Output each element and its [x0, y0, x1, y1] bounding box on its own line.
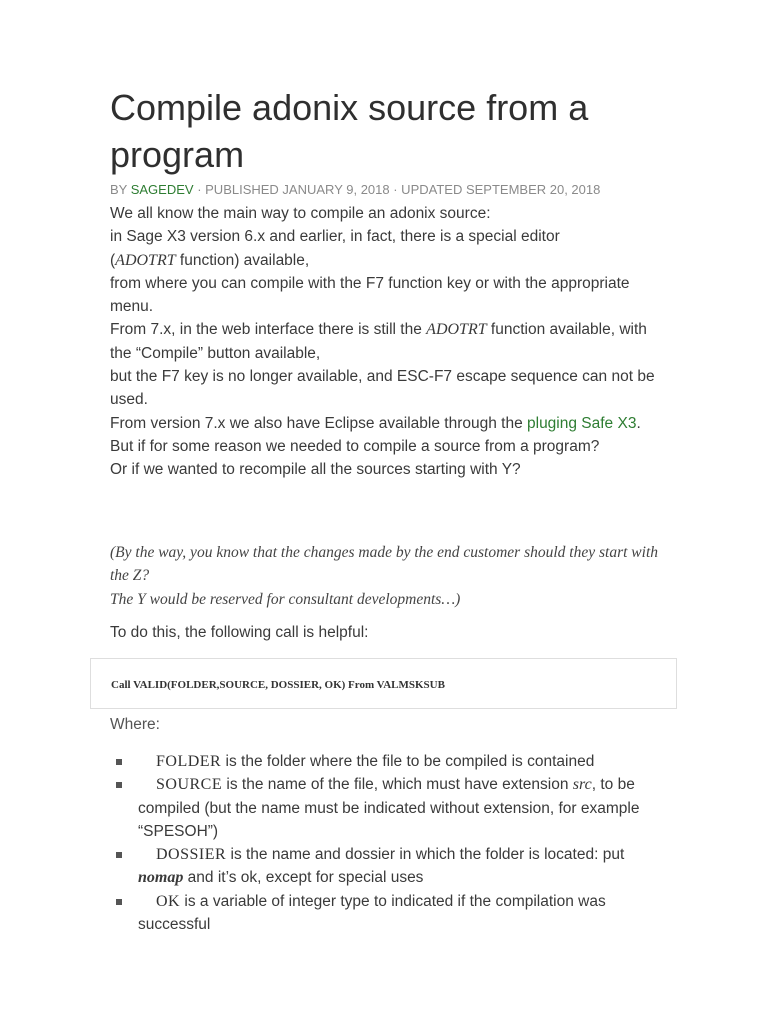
- paragraph: Or if we wanted to recompile all the sources starting with Y?: [110, 461, 521, 479]
- list-item: [110, 750, 670, 773]
- code-line: Call VALID(FOLDER,SOURCE, DOSSIER, OK) From VALMSKSUB: [111, 679, 445, 691]
- list-item: [110, 843, 670, 890]
- code-block: [90, 658, 677, 709]
- param-desc: , to be compiled (but the name must be indicated without extension, for example “SPESOH”): [138, 776, 640, 840]
- italic-note: [110, 541, 670, 611]
- paragraph: But if for some reason we needed to compile a source from a program?: [110, 437, 600, 455]
- param-desc: is the name of the file, which must have extension: [222, 776, 573, 794]
- param-name: OK: [156, 892, 181, 910]
- paragraph: [110, 318, 655, 365]
- param-desc: is a variable of integer type to indicated if the compilation was successful: [138, 892, 606, 934]
- author-link[interactable]: SAGEDEV: [130, 182, 194, 197]
- square-bullet-icon: [116, 782, 122, 788]
- paragraph: We all know the main way to compile an adonix source:: [110, 205, 491, 222]
- where-label: Where:: [110, 716, 160, 733]
- list-item: [110, 773, 670, 843]
- paragraph: To do this, the following call is helpful:: [110, 624, 369, 641]
- function-name: ADOTRT: [426, 321, 487, 339]
- text: function available, with the “Compile” button available,: [110, 321, 647, 362]
- text: function) available,: [175, 251, 310, 269]
- param-name: DOSSIER: [156, 846, 227, 864]
- paragraph: but the F7 key is no longer available, and ESC-F7 escape sequence can not be used.: [110, 368, 655, 409]
- paragraph: from where you can compile with the F7 function key or with the appropriate menu.: [110, 274, 630, 316]
- paragraph: in Sage X3 version 6.x and earlier, in fact, there is a special editor: [110, 228, 560, 246]
- list-item: [110, 890, 670, 937]
- param-desc: is the name and dossier in which the folder is located: put: [226, 846, 625, 864]
- paragraph: [110, 412, 655, 435]
- meta-by: BY: [110, 182, 131, 197]
- function-name: ADOTRT: [115, 251, 176, 269]
- note-line: The Y would be reserved for consultant developments…): [110, 590, 461, 608]
- pluging-link[interactable]: pluging Safe X3: [527, 414, 637, 432]
- param-value: nomap: [138, 869, 184, 887]
- text: From 7.x, in the web interface there is still the: [110, 321, 427, 339]
- square-bullet-icon: [116, 899, 122, 905]
- note-line: (By the way, you know that the changes made by the end customer should they start with the Z?: [110, 544, 658, 585]
- meta-dates: · PUBLISHED JANUARY 9, 2018 · UPDATED SEPTEMBER 20, 2018: [193, 182, 601, 197]
- param-name: FOLDER: [156, 753, 222, 770]
- parameter-list: [110, 750, 670, 936]
- article-meta: [110, 182, 670, 198]
- square-bullet-icon: [116, 852, 122, 858]
- param-desc: and it’s ok, except for special uses: [183, 869, 424, 887]
- article-title: Compile adonix source from a program: [110, 87, 589, 175]
- param-name: SOURCE: [156, 776, 223, 794]
- extension: src: [572, 776, 592, 794]
- square-bullet-icon: [116, 759, 122, 765]
- text: .: [636, 414, 641, 432]
- text: (: [110, 251, 116, 269]
- param-desc: is the folder where the file to be compiled is contained: [221, 753, 595, 770]
- text: From version 7.x we also have Eclipse available through the: [110, 414, 527, 432]
- article-body: [110, 202, 655, 482]
- paragraph: [110, 249, 655, 272]
